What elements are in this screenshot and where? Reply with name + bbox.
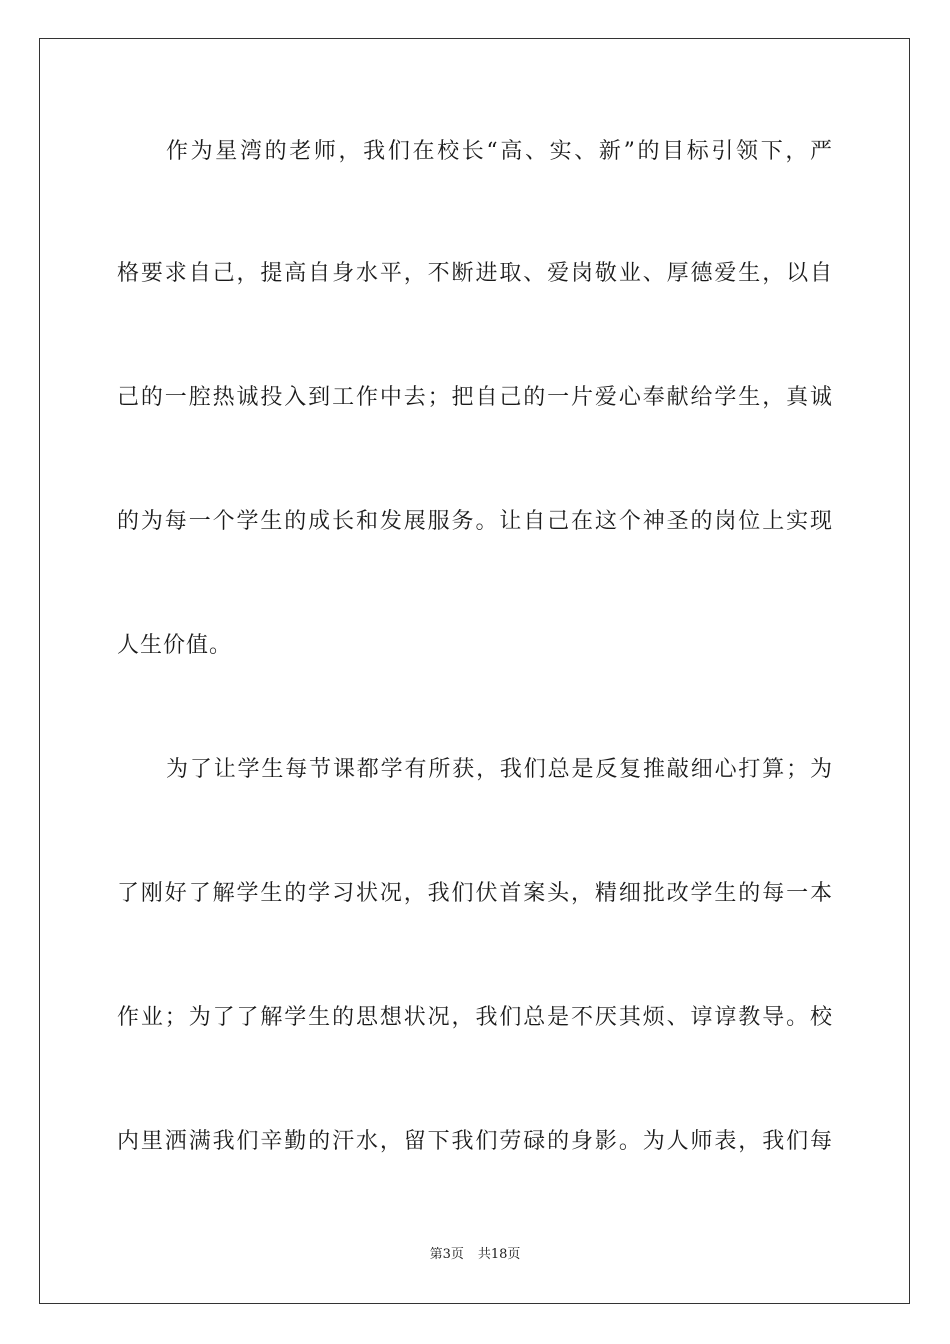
paragraph-1-line-1: 作为星湾的老师，我们在校长“高、实、新”的目标引领下，严 xyxy=(166,139,833,164)
paragraph-1-line-2: 格要求自己，提高自身水平，不断进取、爱岗敬业、厚德爱生，以自 xyxy=(117,261,833,286)
paragraph-2-line-3: 作业；为了了解学生的思想状况，我们总是不厌其烦、谆谆教导。校 xyxy=(117,1005,833,1030)
page-total: 共18页 xyxy=(477,1247,521,1262)
page-number: 第3页 xyxy=(429,1247,464,1262)
page-frame xyxy=(39,38,910,1304)
paragraph-2-line-1: 为了让学生每节课都学有所获，我们总是反复推敲细心打算；为 xyxy=(166,757,833,782)
page-footer xyxy=(0,1246,950,1264)
paragraph-1-line-4: 的为每一个学生的成长和发展服务。让自己在这个神圣的岗位上实现 xyxy=(117,509,833,534)
paragraph-2-line-4: 内里洒满我们辛勤的汗水，留下我们劳碌的身影。为人师表，我们每 xyxy=(117,1129,833,1154)
paragraph-2-line-2: 了刚好了解学生的学习状况，我们伏首案头，精细批改学生的每一本 xyxy=(117,881,833,906)
paragraph-1-line-3: 己的一腔热诚投入到工作中去；把自己的一片爱心奉献给学生，真诚 xyxy=(117,385,833,410)
paragraph-1-line-5: 人生价值。 xyxy=(117,633,233,658)
